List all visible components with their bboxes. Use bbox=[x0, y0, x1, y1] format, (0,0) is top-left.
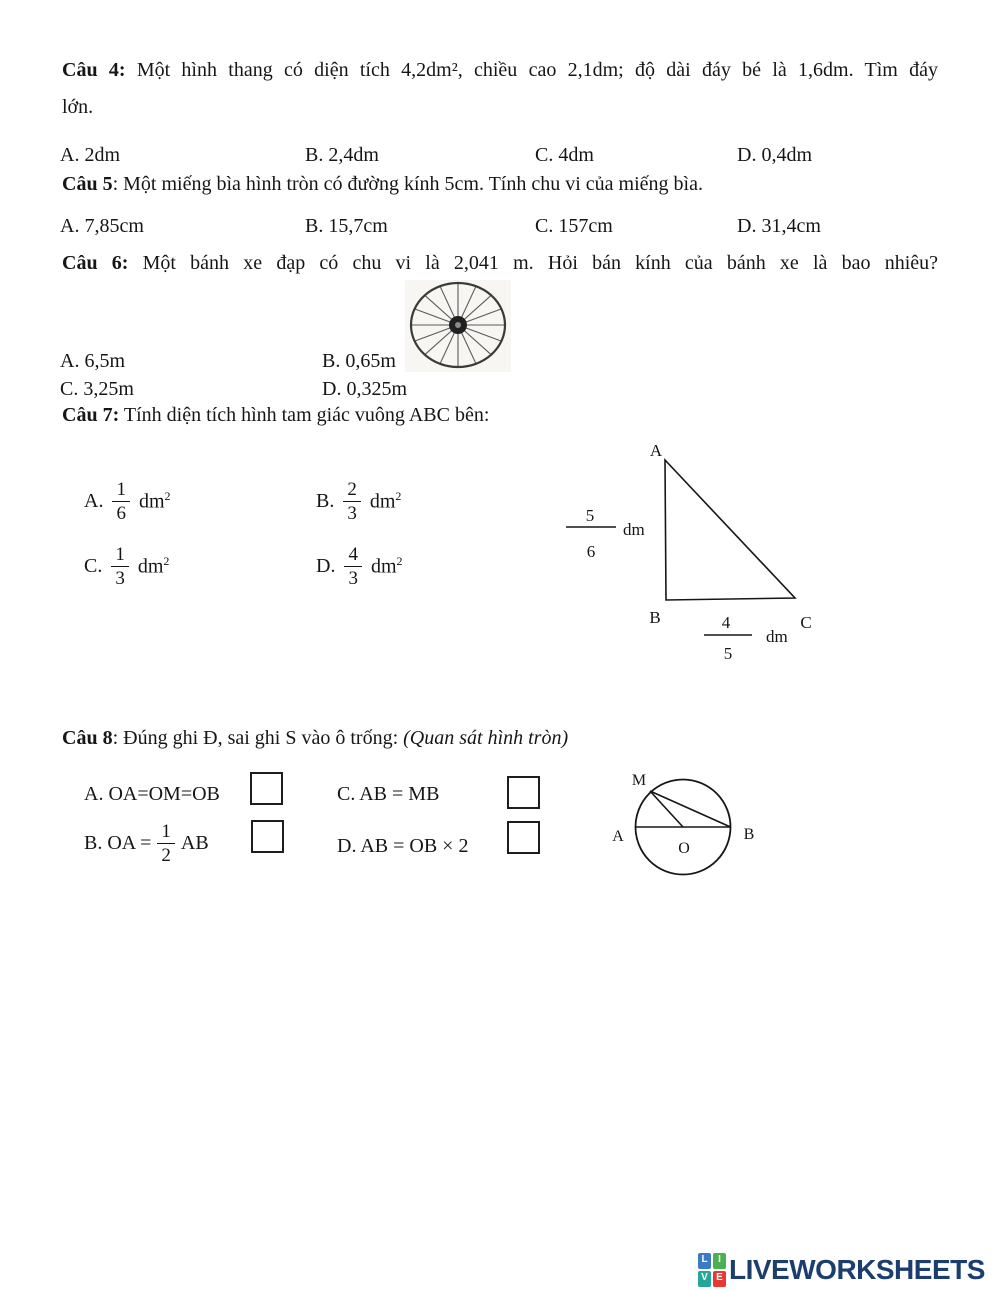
q4-option-c[interactable]: C. 4dm bbox=[535, 144, 594, 166]
q8-answer-box-a[interactable] bbox=[250, 772, 283, 805]
q5-option-b[interactable]: B. 15,7cm bbox=[305, 215, 388, 237]
side-ab-numerator: 5 bbox=[585, 506, 595, 525]
q6-option-d[interactable]: D. 0,325m bbox=[322, 378, 407, 400]
logo-text: LIVEWORKSHEETS bbox=[729, 1254, 985, 1285]
question-4-text: Câu 4: Một hình thang có diện tích 4,2dm², chiều cao 2,1dm; độ dài đáy bé là 1,6dm. Tìm đáy bbox=[62, 59, 939, 81]
side-ab-unit: dm bbox=[623, 520, 645, 539]
q5-option-a[interactable]: A. 7,85cm bbox=[60, 215, 144, 237]
question-8-label: Câu 8 bbox=[62, 727, 113, 749]
triangle-abc-drawing bbox=[550, 440, 830, 670]
vertex-a-label: A bbox=[649, 441, 663, 460]
side-ab-denominator: 6 bbox=[586, 542, 596, 561]
q4-option-a[interactable]: A. 2dm bbox=[60, 144, 120, 166]
fraction: $\frac{1}{2}$ bbox=[157, 820, 175, 867]
circle-o-figure bbox=[600, 763, 775, 890]
question-8-note: (Quan sát hình tròn) bbox=[403, 727, 569, 749]
side-bc-numerator: 4 bbox=[721, 613, 731, 632]
logo-letter-e: E bbox=[713, 1271, 726, 1287]
fraction: $\frac{2}{3}$ bbox=[343, 478, 361, 525]
question-5-text: Câu 5: Một miếng bìa hình tròn có đường kính 5cm. Tính chu vi của miếng bìa. bbox=[62, 173, 703, 195]
point-o-label: O bbox=[678, 840, 690, 857]
logo-letter-v: V bbox=[698, 1271, 711, 1287]
q4-option-d[interactable]: D. 0,4dm bbox=[737, 144, 812, 166]
point-b-label: B bbox=[743, 826, 755, 843]
side-bc-unit: dm bbox=[766, 627, 788, 646]
liveworksheets-logo-icon bbox=[698, 1253, 726, 1287]
point-a-label: A bbox=[612, 828, 624, 845]
question-8-text: Câu 8: Đúng ghi Đ, sai ghi S vào ô trống: (Quan sát hình tròn) bbox=[62, 727, 569, 749]
question-7-label: Câu 7: bbox=[62, 404, 120, 426]
fraction: $\frac{1}{3}$ bbox=[111, 543, 129, 590]
q8-statement-d: D. AB = OB × 2 bbox=[337, 835, 469, 857]
circle-o-drawing bbox=[600, 763, 775, 883]
triangle-abc-figure bbox=[550, 440, 830, 677]
question-4-options bbox=[0, 143, 1000, 173]
q8-answer-box-b[interactable] bbox=[251, 820, 284, 853]
question-4-label: Câu 4: bbox=[62, 59, 126, 81]
fraction: $\frac{4}{3}$ bbox=[344, 543, 362, 590]
question-6-label: Câu 6: bbox=[62, 252, 129, 274]
q5-option-d[interactable]: D. 31,4cm bbox=[737, 215, 821, 237]
logo-letter-l: L bbox=[698, 1253, 711, 1269]
q7-option-a[interactable]: A. $\frac{1}{6}$ $dm^2$ bbox=[84, 479, 171, 524]
fraction: $\frac{1}{6}$ bbox=[112, 478, 130, 525]
logo-letter-i: I bbox=[713, 1253, 726, 1269]
segment-mo-line bbox=[650, 791, 683, 827]
question-5-label: Câu 5 bbox=[62, 173, 113, 195]
q8-answer-box-c[interactable] bbox=[507, 776, 540, 809]
question-5-options bbox=[0, 214, 1000, 244]
q6-option-b[interactable]: B. 0,65m bbox=[322, 350, 396, 372]
q5-option-c[interactable]: C. 157cm bbox=[535, 215, 613, 237]
q4-option-b[interactable]: B. 2,4dm bbox=[305, 144, 379, 166]
point-m-label: M bbox=[631, 772, 647, 789]
question-4-text-line2: lớn. bbox=[62, 96, 94, 118]
q7-option-c[interactable]: C. $\frac{1}{3}$ $dm^2$ bbox=[84, 544, 170, 589]
q7-option-b[interactable]: B. $\frac{2}{3}$ $dm^2$ bbox=[316, 479, 402, 524]
q7-option-d[interactable]: D. $\frac{4}{3}$ $dm^2$ bbox=[316, 544, 403, 589]
side-bc-denominator: 5 bbox=[723, 644, 733, 663]
liveworksheets-footer bbox=[698, 1252, 985, 1287]
q8-statement-b: B. OA = $\frac{1}{2}$ AB bbox=[84, 820, 209, 866]
q8-statement-a: A. OA=OM=OB bbox=[84, 783, 220, 805]
question-6-options-row1 bbox=[0, 349, 1000, 379]
question-6-text: Câu 6: Một bánh xe đạp có chu vi là 2,041 m. Hỏi bán kính của bánh xe là bao nhiêu? bbox=[62, 252, 939, 274]
q8-answer-box-d[interactable] bbox=[507, 821, 540, 854]
q6-option-a[interactable]: A. 6,5m bbox=[60, 350, 125, 372]
vertex-b-label: B bbox=[649, 608, 661, 627]
q6-option-c[interactable]: C. 3,25m bbox=[60, 378, 134, 400]
q8-statement-c: C. AB = MB bbox=[337, 783, 440, 805]
vertex-c-label: C bbox=[800, 613, 812, 632]
question-7-text: Câu 7: Tính diện tích hình tam giác vuông ABC bên: bbox=[62, 404, 490, 426]
